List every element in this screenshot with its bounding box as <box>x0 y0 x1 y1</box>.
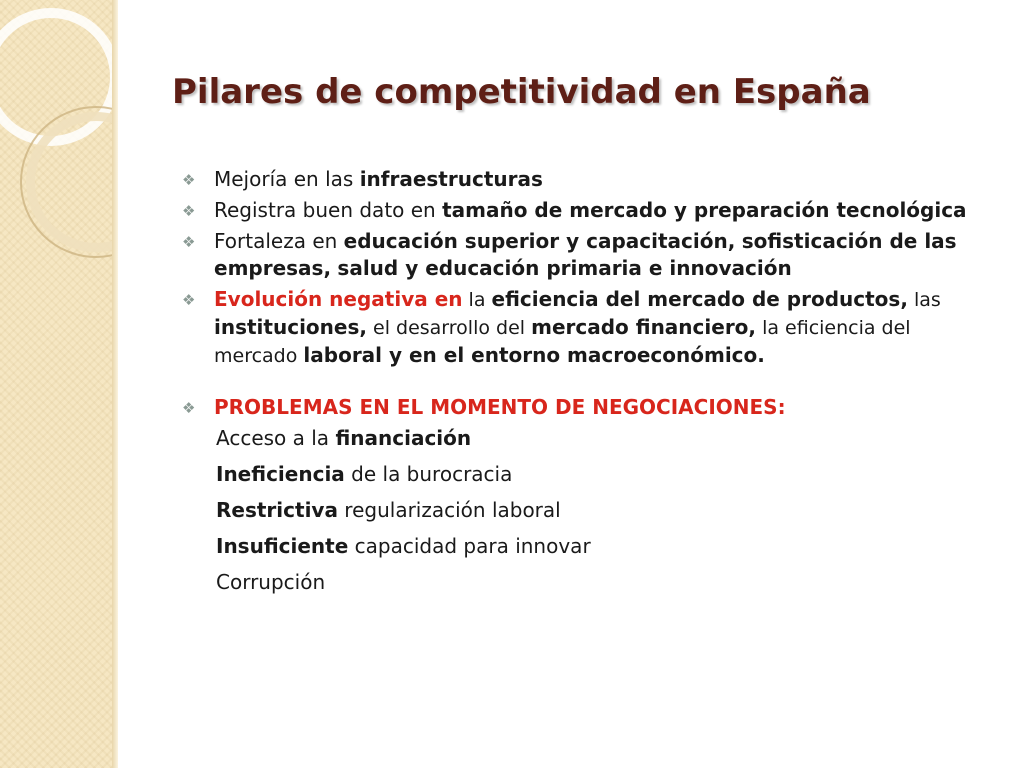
diamond-bullet-icon: ❖ <box>182 399 196 417</box>
diamond-bullet-icon: ❖ <box>182 171 196 189</box>
slide-title: Pilares de competitividad en España <box>172 72 871 112</box>
bullet-emphasis: salud y educación primaria e innovación <box>337 256 792 280</box>
bullet-emphasis: eficiencia del mercado de productos, <box>491 287 908 311</box>
bullet-emphasis: laboral y en el entorno macroeconómico. <box>303 343 765 367</box>
bullet-emphasis: sofisticación de las empresas, <box>214 229 957 280</box>
problem-text: Acceso a la <box>216 426 336 450</box>
problem-emphasis: financiación <box>335 426 472 450</box>
slide-content <box>182 166 994 605</box>
bullet-emphasis: tamaño de mercado y preparación tecnológica <box>442 198 967 222</box>
bullet-text: la <box>462 289 492 311</box>
problem-emphasis: Ineficiencia <box>216 462 345 486</box>
sidebar-edge <box>112 0 118 768</box>
diamond-bullet-icon: ❖ <box>182 233 196 251</box>
bullet-emphasis: educación superior y capacitación, <box>343 229 736 253</box>
bullet-emphasis: instituciones, <box>214 315 367 339</box>
problem-text: de la burocracia <box>344 462 513 486</box>
problem-text: capacidad para innovar <box>348 534 591 558</box>
bullet-evolucion-negativa <box>182 286 994 370</box>
bullet-text: la eficiencia del mercado <box>214 317 911 367</box>
problem-item <box>182 497 994 524</box>
bullet-emphasis: mercado financiero, <box>531 315 757 339</box>
diamond-bullet-icon: ❖ <box>182 202 196 220</box>
problem-item <box>182 533 994 560</box>
problem-emphasis: Insuficiente <box>216 534 349 558</box>
bullet-text: Registra buen dato en <box>214 198 443 222</box>
problem-item <box>182 461 994 488</box>
problem-item <box>182 425 994 452</box>
bullet-fortaleza <box>182 228 994 282</box>
bullet-emphasis: infraestructuras <box>359 167 543 191</box>
bullet-text: Mejoría en las <box>214 167 360 191</box>
problem-item <box>182 569 994 596</box>
bullet-text: Fortaleza en <box>214 229 344 253</box>
decorative-sidebar <box>0 0 112 768</box>
bullet-highlight: Evolución negativa en <box>214 287 463 311</box>
bullet-mercado <box>182 197 994 224</box>
bullet-text: las <box>907 289 941 311</box>
problem-emphasis: Restrictiva <box>216 498 338 522</box>
problems-heading: PROBLEMAS EN EL MOMENTO DE NEGOCIACIONES: <box>214 395 786 419</box>
problem-text: regularización laboral <box>337 498 561 522</box>
problem-text: Corrupción <box>216 570 326 594</box>
bullet-infraestructuras <box>182 166 994 193</box>
bullet-problemas <box>182 394 994 421</box>
diamond-bullet-icon: ❖ <box>182 291 196 309</box>
spacer <box>182 374 994 394</box>
bullet-text: el desarrollo del <box>366 317 532 339</box>
